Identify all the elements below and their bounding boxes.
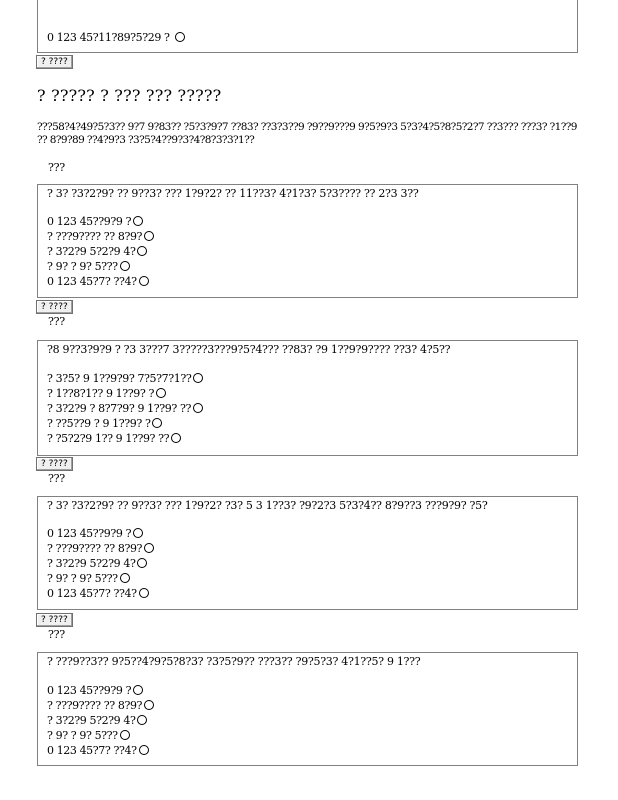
question-title: ? 3? ?3?2?9? ?? 9??3? ??? 1?9?2? ?? 11??3? 4?1?3? 5?3???? ?? 2?3 3??: [47, 187, 419, 200]
question-box-1: [37, 184, 578, 298]
option-label: ? ???9???? ?? 8?9?: [47, 542, 143, 555]
submit-button-1[interactable]: ? ????: [36, 300, 73, 314]
section-paragraph: ???58?4?49?5?3?? 9?7 9?83?? ?5?3?9?7 ??83? ??3?3??9 ?9??9???9 9?5?9?3 5?3?4?5?8?5?2?7 ??3??? ???3? ?1??9 ?? 8?9?89 ??4?9?3 ?3?5?4??9?3?4?8?3?3?1??: [37, 121, 577, 146]
option-row[interactable]: [47, 432, 181, 446]
option-label: ? 3?2?9 ? 8?7?9? 9 1??9? ??: [47, 402, 191, 415]
option-row[interactable]: [47, 417, 162, 431]
option-row[interactable]: [47, 31, 185, 45]
option-label: ? ??5??9 ? 9 1??9? ?: [47, 417, 151, 430]
question-box-4: [37, 652, 578, 766]
option-row[interactable]: [47, 714, 147, 728]
question-box-3: [37, 496, 578, 610]
question-title: ?8 9??3?9?9 ? ?3 3???7 3?????3???9?5?4??? ??83? ?9 1??9?9???? ??3? 4?5??: [47, 343, 451, 356]
radio-button[interactable]: [139, 588, 149, 598]
radio-button[interactable]: [120, 261, 130, 271]
option-label: 0 123 45??9?9 ?: [47, 215, 132, 228]
option-label: ? 9? ? 9? 5???: [47, 260, 118, 273]
question-title: ? ???9??3?? 9?5??4?9?5?8?3? ?3?5?9?? ???3?? ?9?5?3? 4?1??5? 9 1???: [47, 655, 421, 668]
option-label: ? 3?5? 9 1??9?9? 7?5?7?1??: [47, 372, 192, 385]
option-row[interactable]: [47, 542, 154, 556]
option-row[interactable]: [47, 230, 154, 244]
option-label: 0 123 45?7? ??4?: [47, 587, 137, 600]
radio-button[interactable]: [139, 276, 149, 286]
option-label: ? ???9???? ?? 8?9?: [47, 699, 143, 712]
option-label: ? 3?2?9 5?2?9 4?: [47, 714, 136, 727]
submit-button-3[interactable]: ? ????: [36, 613, 73, 627]
radio-button[interactable]: [137, 246, 147, 256]
option-row[interactable]: [47, 275, 149, 289]
radio-button[interactable]: [137, 715, 147, 725]
option-label: ? ?5?2?9 1?? 9 1??9? ??: [47, 432, 170, 445]
option-row[interactable]: [47, 557, 147, 571]
question-box-0: [37, 0, 578, 53]
option-label: ? 9? ? 9? 5???: [47, 729, 118, 742]
option-row[interactable]: [47, 402, 203, 416]
section-heading: ? ????? ? ??? ??? ?????: [37, 86, 222, 105]
option-row[interactable]: [47, 372, 203, 386]
option-row[interactable]: [47, 572, 130, 586]
option-label: ? 9? ? 9? 5???: [47, 572, 118, 585]
option-label: 0 123 45??9?9 ?: [47, 684, 132, 697]
option-row[interactable]: [47, 699, 154, 713]
radio-button[interactable]: [193, 373, 203, 383]
question-label-1: ???: [48, 161, 65, 174]
radio-button[interactable]: [144, 700, 154, 710]
radio-button[interactable]: [139, 745, 149, 755]
option-row[interactable]: [47, 684, 143, 698]
option-row[interactable]: [47, 215, 143, 229]
option-label: ? ???9???? ?? 8?9?: [47, 230, 143, 243]
question-label-3: ???: [48, 472, 65, 485]
question-label-2: ???: [48, 315, 65, 328]
radio-button[interactable]: [133, 685, 143, 695]
option-label: 0 123 45??9?9 ?: [47, 527, 132, 540]
radio-button[interactable]: [175, 32, 185, 42]
option-row[interactable]: [47, 587, 149, 601]
radio-button[interactable]: [120, 573, 130, 583]
radio-button[interactable]: [137, 558, 147, 568]
radio-button[interactable]: [171, 433, 181, 443]
question-title: ? 3? ?3?2?9? ?? 9??3? ??? 1?9?2? ?3? 5 3 1??3? ?9?2?3 5?3?4?? 8?9??3 ???9?9? ?5?: [47, 499, 488, 512]
option-row[interactable]: [47, 744, 149, 758]
option-label: 0 123 45?7? ??4?: [47, 744, 137, 757]
option-row[interactable]: [47, 245, 147, 259]
submit-button-2[interactable]: ? ????: [36, 457, 73, 471]
option-row[interactable]: [47, 527, 143, 541]
option-row[interactable]: [47, 387, 166, 401]
radio-button[interactable]: [133, 216, 143, 226]
question-label-4: ???: [48, 628, 65, 641]
option-label: 0 123 45?11?89?5?29 ?: [47, 31, 170, 44]
submit-button-0[interactable]: ? ????: [36, 55, 73, 69]
radio-button[interactable]: [144, 543, 154, 553]
question-box-2: [37, 340, 578, 456]
radio-button[interactable]: [144, 231, 154, 241]
radio-button[interactable]: [120, 730, 130, 740]
option-label: 0 123 45?7? ??4?: [47, 275, 137, 288]
radio-button[interactable]: [152, 418, 162, 428]
radio-button[interactable]: [156, 388, 166, 398]
option-label: ? 3?2?9 5?2?9 4?: [47, 557, 136, 570]
option-label: ? 3?2?9 5?2?9 4?: [47, 245, 136, 258]
radio-button[interactable]: [193, 403, 203, 413]
option-row[interactable]: [47, 729, 130, 743]
radio-button[interactable]: [133, 528, 143, 538]
option-row[interactable]: [47, 260, 130, 274]
option-label: ? 1??8?1?? 9 1??9? ?: [47, 387, 154, 400]
